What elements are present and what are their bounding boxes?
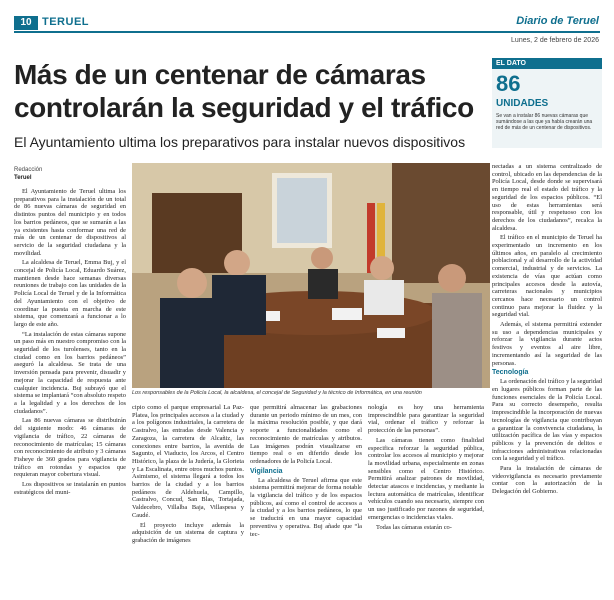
paragraph: Los dispositivos se instalarán en puntos estratégicos del muni- <box>14 481 126 496</box>
meeting-photo-illustration <box>132 163 490 388</box>
paragraph: “La instalación de estas cámaras supone un paso más en nuestro compromiso con la seguridad de los turolenses, tanto en la ciudad como en los barrios pedáneos” aseguró la alcaldesa. Se trata de una inversión pensada para prevenir, disuadir y mejorar la capacidad de respuesta ante cualquier incidencia. Buj subrayó que el sistema se implantará “con absoluto respeto a la legalidad y a los derechos de los ciudadanos”. <box>14 330 126 415</box>
paragraph: nología es hoy una herramienta imprescindible para garantizar la seguridad vial, ordenar el tráfico y reforzar la protección de las personas”. <box>368 404 484 435</box>
article-column-5 <box>492 163 602 596</box>
paragraph: Además, el sistema permitirá extender su uso a dependencias municipales y reforzar la vigilancia durante actos festivos y eventos al aire libre, incrementando así la seguridad de las personas. <box>492 321 602 367</box>
article-column-3 <box>250 404 362 596</box>
subheading-vigilancia: Vigilancia <box>250 467 283 475</box>
paragraph: Las cámaras tienen como finalidad especifica reforzar la seguridad pública, controlar los accesos al municipio y mejorar la movilidad urbana, especialmente en zonas sensibles como el Centro Histórico. Permitirá analizar patrones de movilidad, detectar atascos e incidencias, y mediante la lectura automática de matrículas, identificar vehículos cuando sea necesario, siempre con un uso justificado por razones de seguridad, emergencias o incidencias viales. <box>368 436 484 521</box>
datum-unit: UNIDADES <box>496 98 549 109</box>
paragraph: El Ayuntamiento de Teruel ultima los preparativos para la instalación de un total de 86 nuevas cámaras de seguridad en distintos puntos del municipio y en todos los barrios pedáneos, que se sumarán a las ya existentes hasta conformar una red de más de un centenar de dispositivos al servicio de la seguridad ciudadana y la movilidad. <box>14 188 126 257</box>
paragraph: nectadas a un sistema centralizado de control, ubicado en las dependencias de la Policía Local, desde donde se supervisará en tiempo real el estado del tráfico y la seguridad de los espacios públicos. “El uso de estas herramientas será responsable, útil y respetuoso con los derechos de los ciudadanos”, recalca la alcaldesa. <box>492 163 602 232</box>
subheading-tecnologia: Tecnología <box>492 369 529 377</box>
article-column-1 <box>14 188 126 596</box>
paragraph: El proyecto incluye además la adquisición de un sistema de captura y grabación de imágenes <box>132 521 244 544</box>
paragraph: Para la instalación de cámaras de videovigilancia es necesario previamente contar con la autorización de la Delegación del Gobierno. <box>492 465 602 496</box>
byline-place: Teruel <box>14 175 32 181</box>
masthead-logo: Diario de Teruel <box>516 15 599 27</box>
paragraph: La ordenación del tráfico y la seguridad en lugares públicos forman parte de las funciones esenciales de la Policía Local. Para su correcto desempeño, resulta imprescindible la incorporación de nuevas tecnologías de vigilancia que contribuyan a garantizar la convivencia ciudadana, la utilización pacífica de las vías y espacios públicos y la prevención de delitos e infracciones administrativas relacionadas con la seguridad y el tráfico. <box>492 378 602 463</box>
header-rule <box>14 31 600 33</box>
datum-tag: EL DATO <box>492 58 602 69</box>
datum-number: 86 <box>496 71 521 96</box>
page-number: 10 <box>14 16 38 30</box>
paragraph: La alcaldesa de Teruel, Emma Buj, y el concejal de Policía Local, Eduardo Suárez, mantienen desde hace semanas diversas reuniones de trabajo con las unidades de la Policía Local de Teruel y de la Informática del Ayuntamiento con el objetivo de coordinar la puesta en marcha de este sistema, que comenzará a funcionar a lo largo de este año. <box>14 259 126 328</box>
paragraph: Todas las cámaras estarán co- <box>376 523 452 531</box>
paragraph: Las 86 nuevas cámaras se distribuirán del siguiente modo: 46 cámaras de vigilancia de tráfico, 22 cámaras de reconocimiento de matrículas; 15 cámaras con reconocimiento de atributo y 3 cámaras Fisheye de 360 grados para vigilancia de tráfico en rotondas y espacios que requieran mayor cobertura visual. <box>14 417 126 479</box>
paragraph: que permitirá almacenar las grabaciones durante un periodo mínimo de un mes, con la máxima resolución posible, y que dará soporte a funcionalidades como el reconocimiento de matrículas y atributos. Las imágenes podrán visualizarse en tiempo real o en diferido desde los ordenadores de la Policía Local. <box>250 404 362 465</box>
photo-caption: Los responsables de la Policía Local, la alcaldesa, el concejal de Seguridad y la técnico de Informática, en una reunión <box>132 390 422 396</box>
article-column-2 <box>132 404 244 596</box>
datum-text: Se van a instalar 86 nuevas cámaras que sumándose a las que ya había crearán una red de más de un centenar de dispositivos. <box>496 113 593 131</box>
byline-label: Redacción <box>14 167 43 173</box>
subheadline: El Ayuntamiento ultima los preparativos para instalar nuevos dispositivos <box>14 134 466 150</box>
headline: Más de un centenar de cámaras controlarán la seguridad y el tráfico <box>14 59 474 123</box>
datum-box <box>492 58 602 148</box>
meeting-photo <box>132 163 490 388</box>
paragraph: cipio como el parque empresarial La Paz-Platea, los principales accesos a la ciudad y a los polígonos industriales, la carretera de Castralvo, las entradas desde Valencia y Zaragoza, la carretera de Alcañiz, las conexiones entre barrios, la avenida de Sagunto, el Viaducto, los Arcos, el Centro Histórico, la plaza de la Judería, la Glorieta y La Escalinata, entre otros muchos puntos. Asimismo, el sistema llegará a todos los barrios de la ciudad y a los barrios pedáneos de Aldehuela, Campillo, Castralvo, Concud, San Blas, Tortajada, Valdecebro, Villalba Baja, Villaspesa y Caudé. <box>132 404 244 519</box>
paragraph: La alcaldesa de Teruel afirma que este sistema permitirá mejorar de forma notable la vigilancia del tráfico y de los espacios públicos, así como el control de accesos a la ciudad y a los barrios pedáneos, lo que se traducirá en una mayor capacidad preventiva y operativa. Buj añade que “la tec- <box>250 476 362 538</box>
issue-date: Lunes, 2 de febrero de 2026 <box>511 37 599 44</box>
article-column-4 <box>368 404 484 596</box>
paragraph: El tráfico en el municipio de Teruel ha experimentado un incremento en los últimos años, en paralelo al crecimiento poblacional y al desarrollo de la actividad comercial, industrial y de servicios. La existencia de vías que actúan como principales accesos desde la autovía, carreteras nacionales y municipios cercanos hace necesario un control continuo para mejorar la fluidez y la seguridad vial. <box>492 234 602 319</box>
section-label: TERUEL <box>42 16 89 28</box>
